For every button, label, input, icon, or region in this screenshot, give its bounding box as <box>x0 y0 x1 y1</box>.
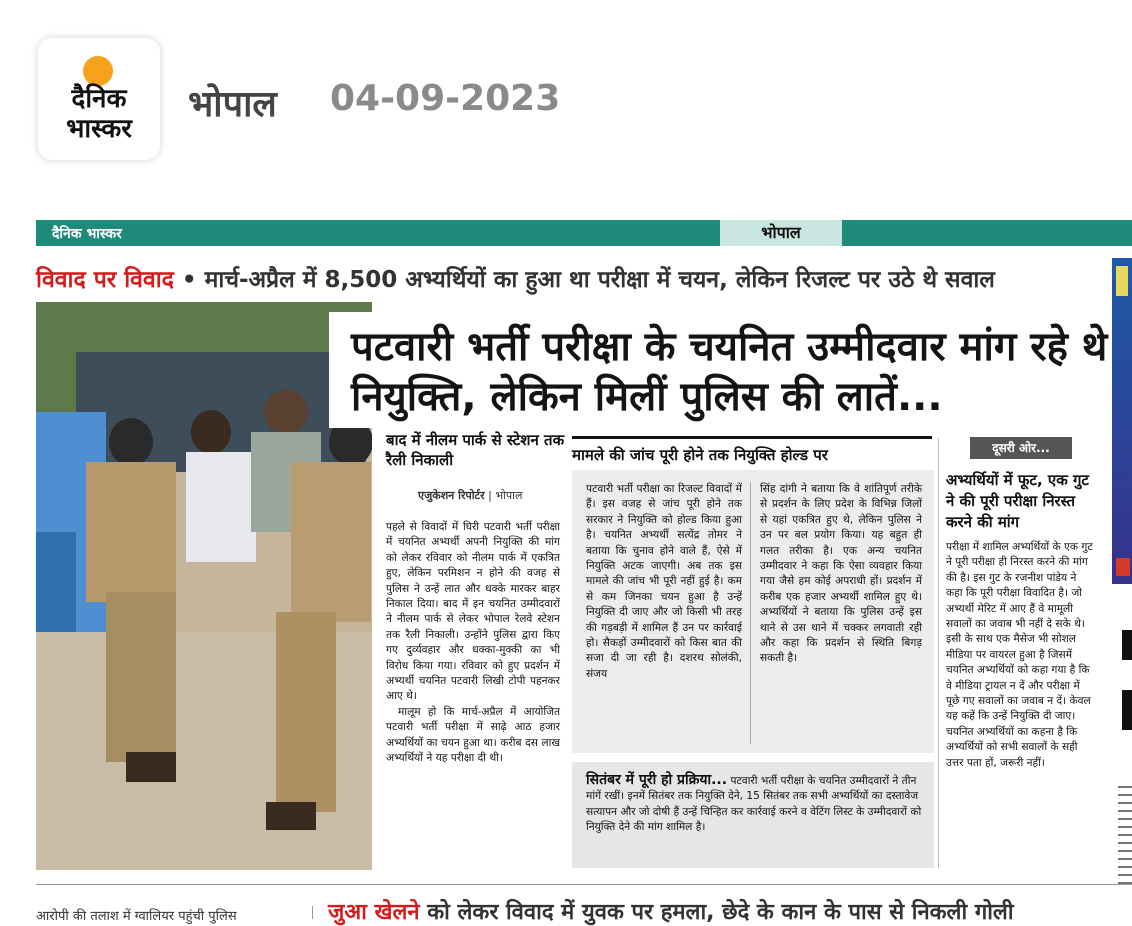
strip-section: भोपाल <box>720 220 842 246</box>
column-divider <box>938 438 939 868</box>
kicker-label: विवाद पर विवाद <box>36 267 174 293</box>
logo-line1: दैनिक <box>71 84 127 114</box>
page-strip <box>36 220 1132 246</box>
other-side-heading: अभ्यर्थियों में फूट, एक गुट ने की पूरी परीक्षा निरस्त करने की मांग <box>946 471 1089 531</box>
middle-story-heading: मामले की जांच पूरी होने तक नियुक्ति होल्ड पर <box>572 436 932 465</box>
sun-icon <box>83 56 113 86</box>
left-story-para1: पहले से विवादों में घिरी पटवारी भर्ती परीक्षा में चयनित अभ्यर्थी अपनी नियुक्ति की मांग को लेकर रविवार को नीलम पार्क में एकत्रित हुए, लेकिन परमिशन न होने की वजह से पुलिस ने उन्हें लात और धक्के मारकर बाहर निकाल दिया। बाद में इन चयनित उम्मीदवारों ने नीलम पार्क से लेकर भोपाल रेलवे स्टेशन तक रैली निकाली। उन्होंने पुलिस द्वारा किए गए दुर्व्यवहार और धक्का-मुक्की का भी विरोध किया गया। रविवार को हुए प्रदर्शन में अभ्यर्थी चयनित पटवारी लिखी टोपी पहनकर आए थे। <box>386 521 560 703</box>
news-photo <box>36 302 372 870</box>
cutoff-text-lines <box>1118 780 1132 890</box>
september-body: पटवारी भर्ती परीक्षा के चयनित उम्मीदवारों ने तीन मांगें रखीं। इनमें सितंबर तक नियुक्ति देने, 15 सितंबर तक सभी अभ्यर्थियों का दस्तावेज सत्यापन और जो दोषी हैं उन्हें चिन्हित कर कार्रवाई करने व वेटिंग लिस्ट के उम्मीदवारों को नियुक्ति देने की मांग शामिल है। <box>586 775 922 834</box>
bottom-headline-text: को लेकर विवाद में युवक पर हमला, छेदे के कान के पास से निकली गोली <box>419 900 1014 925</box>
other-side-body: परीक्षा में शामिल अभ्यर्थियों के एक गुट ने पूरी परीक्षा ही निरस्त करने की मांग की है। इस गुट के रजनीश पांडेय ने कहा कि पूरी परीक्षा विवादित है। जो अभ्यर्थी मेरिट में आए हैं वे मामूली सवालों का जवाब भी नहीं दे सके थे। इसी के साथ एक मैसेज भी सोशल मीडिया पर वायरल हुआ है जिसमें चयनित अभ्यर्थियों को कहा गया है कि वे मीडिया ट्रायल न दें और परीक्षा में पूछे गए सवालों का जवाब न दें। केवल यह कहें कि उन्हें नियुक्ति दी जाए। चयनित अभ्यर्थियों का कहना है कि अभ्यर्थियों को सभी सवालों के सही उत्तर पता हों, जरूरी नहीं। <box>946 541 1093 769</box>
left-story-para2: मालूम हो कि मार्च-अप्रैल में आयोजित पटवारी भर्ती परीक्षा में साढ़े आठ हजार अभ्यर्थियों का चयन हुआ था। करीब दस लाख अभ्यर्थियों ने यह परीक्षा दी थी। <box>386 705 560 765</box>
cutoff-glyph <box>1122 630 1132 660</box>
kicker-text: • मार्च-अप्रैल में 8,500 अभ्यर्थियों का हुआ था परीक्षा में चयन, लेकिन रिजल्ट पर उठे थे सवाल <box>173 267 995 293</box>
byline: एजुकेशन रिपोर्टर | भोपाल <box>418 489 523 502</box>
middle-story-col1: पटवारी भर्ती परीक्षा का रिजल्ट विवादों में हैं। इस वजह से जांच पूरी होने तक सरकार ने नियुक्ति को होल्ड किया हुआ है। चयनित अभ्यर्थी सत्येंद्र तोमर ने बताया कि चुनाव होने वाले हैं, ऐसे में नियुक्ति अटक जाएगी। अब तक इस मामले की जांच भी पूरी नहीं हुई है। कम से कम जिनका चयन हुआ है उन्हें नियुक्ति दी जाए और जो किसी भी तरह की गड़बड़ी में शामिल हैं उन पर कार्रवाई हो। सैकड़ों उम्मीदवारों को किस बात की सजा दी जा रही है। दशरथ सोलंकी, संजय <box>586 483 742 680</box>
edition-date: 04-09-2023 <box>330 78 561 119</box>
bottom-headline-label: जुआ खेलने <box>328 900 420 925</box>
adjacent-column-cutoff <box>1112 620 1132 920</box>
advertisement-strip <box>1112 258 1132 584</box>
edition-city: भोपाल <box>188 84 277 125</box>
ad-graphic <box>1116 266 1128 296</box>
bottom-rule <box>36 884 1132 885</box>
strip-brand: दैनिक भास्कर <box>52 226 122 242</box>
main-headline: पटवारी भर्ती परीक्षा के चयनित उम्मीदवार मांग रहे थे नियुक्ति, लेकिन मिलीं पुलिस की लातें... <box>329 312 1131 428</box>
kicker-line <box>36 262 995 294</box>
bottom-headline <box>328 896 1014 926</box>
byline-place: भोपाल <box>495 489 523 502</box>
bottom-divider <box>312 906 313 919</box>
middle-story-col2: सिंह दांगी ने बताया कि वे शांतिपूर्ण तरीके से प्रदर्शन के लिए प्रदेश के विभिन्न जिलों से यहां एकत्रित हुए थे, लेकिन पुलिस ने उन पर बल प्रयोग किया। यह बहुत ही गलत तरीका है। एक अन्य चयनित उम्मीदवार ने कहा कि ऐसा व्यवहार किया गया जैसे हम कोई अपराधी हों। प्रदर्शन में करीब एक हजार अभ्यर्थी शामिल हुए थे। अभ्यर्थियों ने बताया कि पुलिस उन्हें इस थाने से उस थाने में चक्कर लगवाती रही और कहा कि प्रदर्शन से स्थिति बिगड़ सकती है। <box>760 483 922 665</box>
left-story-subhead: बाद में नीलम पार्क से स्टेशन तक रैली निकाली <box>386 431 565 469</box>
cutoff-glyph <box>1122 690 1132 730</box>
bottom-left-teaser: आरोपी की तलाश में ग्वालियर पहुंची पुलिस <box>36 909 237 924</box>
other-side-tag: दूसरी ओर... <box>970 437 1072 459</box>
september-title: सितंबर में पूरी हो प्रक्रिया... <box>586 772 728 788</box>
police-kicking-candidate-photo <box>36 302 372 870</box>
logo-line2: भास्कर <box>66 114 132 144</box>
september-text <box>586 770 922 836</box>
byline-name: एजुकेशन रिपोर्टर <box>418 489 485 502</box>
ad-graphic <box>1116 558 1130 576</box>
left-story-body <box>386 520 560 767</box>
dainik-bhaskar-logo <box>38 38 160 160</box>
column-divider <box>750 482 751 744</box>
